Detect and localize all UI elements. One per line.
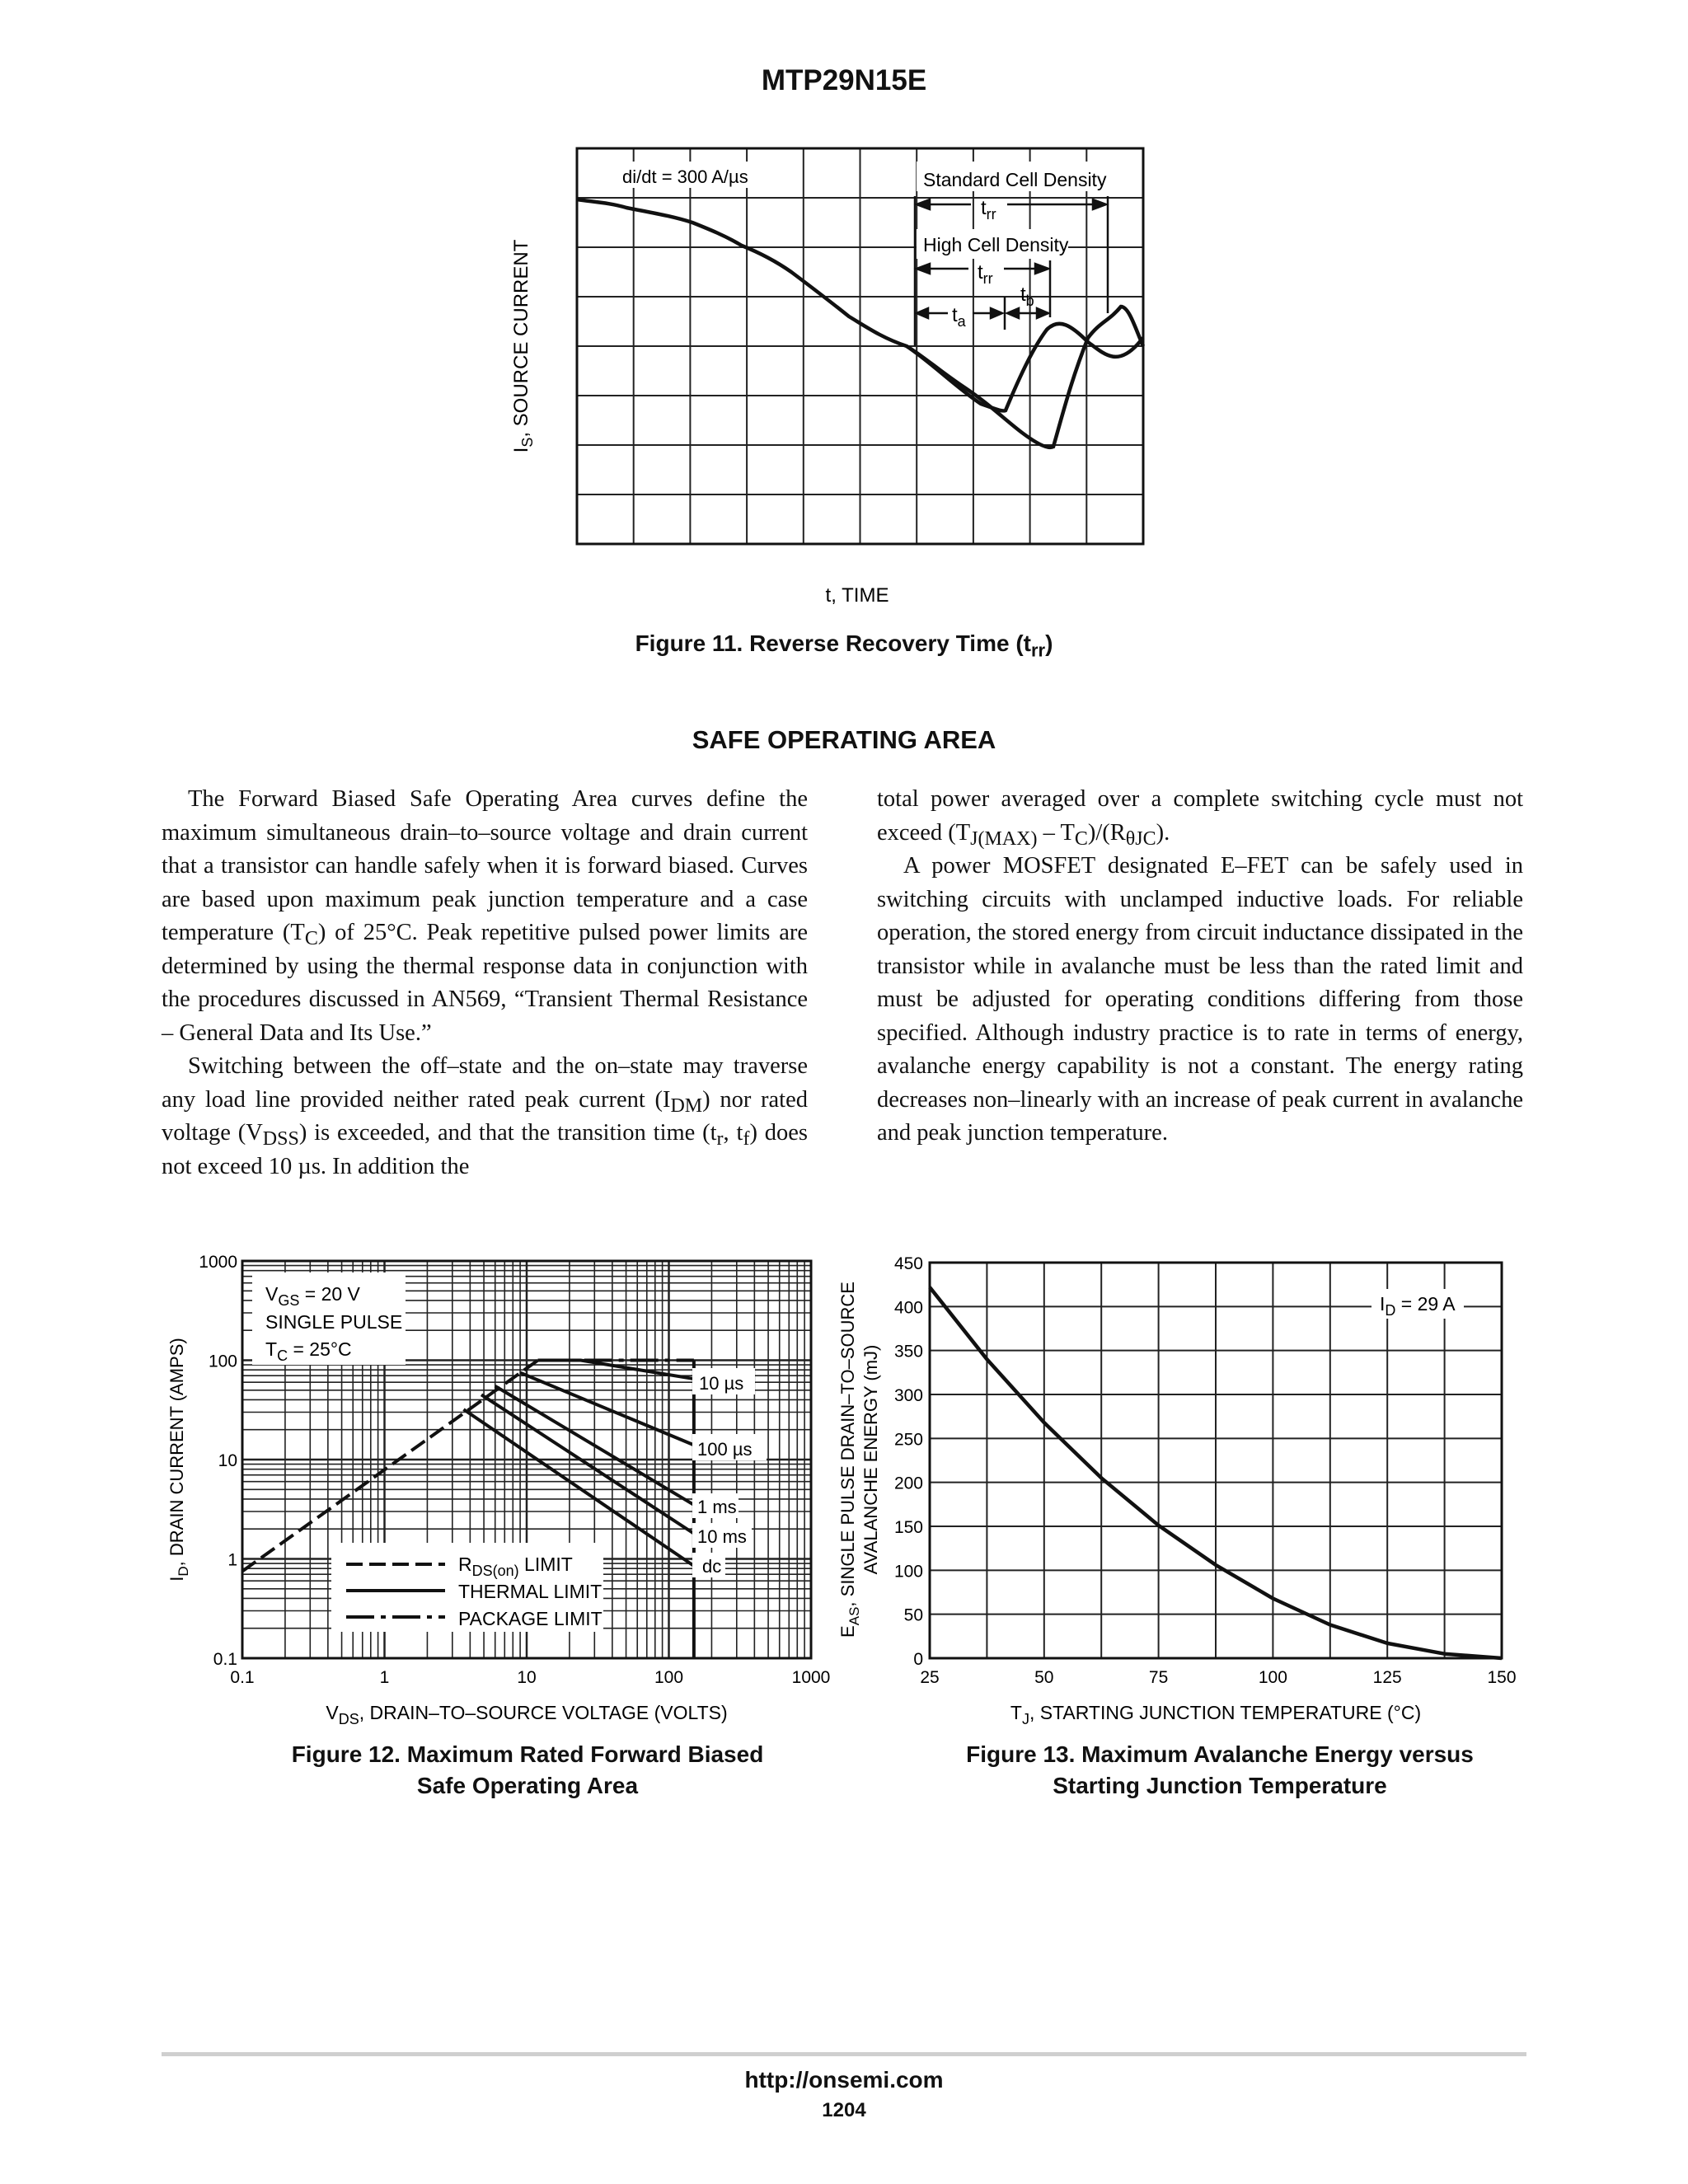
curve-label-10us: 10 µs <box>699 1373 744 1394</box>
figure11-caption: Figure 11. Reverse Recovery Time $(t_{rr})$ <box>635 630 1053 661</box>
curve-label-1ms: 1 ms <box>697 1497 737 1517</box>
y-tick-label: 200 <box>893 1474 923 1493</box>
x-tick-label: 125 <box>1372 1668 1402 1687</box>
legend-thermal: THERMAL LIMIT <box>458 1581 603 1602</box>
curve-label-dc: dc <box>702 1556 722 1577</box>
standard-cell-label: Standard Cell Density <box>923 169 1107 190</box>
x-tick-label: 0.1 <box>230 1668 255 1687</box>
x-tick-label: 1000 <box>791 1668 831 1687</box>
high-cell-label: High Cell Density <box>923 234 1069 255</box>
x-tick-label: 75 <box>1148 1668 1169 1687</box>
x-tick-label: 150 <box>1487 1668 1517 1687</box>
figure13-annotation: $I_D = 29$ A <box>1380 1293 1456 1319</box>
figure12-caption: Figure 12. Maximum Rated Forward Biased Safe Operating Area <box>291 1741 764 1798</box>
figure11-high-curve <box>907 324 1143 411</box>
figure11-ylabel: $I_S$, SOURCE CURRENT <box>510 239 536 453</box>
figure13-caption: Figure 13. Maximum Avalanche Energy versus Starting Junction Temperature <box>966 1741 1474 1798</box>
paragraph: total power averaged over a complete switching cycle must not exceed $(T_{J(MAX)} - T_C)/(R_{\theta JC})$. <box>877 786 1523 850</box>
figure11-xlabel: t, TIME <box>825 584 889 607</box>
y-tick-label: 50 <box>903 1605 923 1625</box>
svg-text:trr: $t_{rr}$ <box>978 261 993 287</box>
page-number: 1204 <box>822 2099 866 2121</box>
y-tick-label: 350 <box>893 1342 923 1361</box>
series-rds-on-limit <box>242 1361 538 1572</box>
condition-vgs: $V_{GS} = 20$ V <box>265 1283 360 1309</box>
section-heading: SAFE OPERATING AREA <box>692 725 996 754</box>
y-tick-label: 100 <box>893 1562 923 1582</box>
legend-rds: $R_{DS(on)}$ LIMIT <box>458 1554 573 1579</box>
y-tick-label: 450 <box>893 1254 923 1273</box>
condition-pulse: SINGLE PULSE <box>265 1311 403 1333</box>
figure11-chart <box>486 132 1170 626</box>
figure11-grid <box>577 148 1143 544</box>
x-tick-label: 10 <box>517 1668 537 1687</box>
x-tick-label: 100 <box>1258 1668 1287 1687</box>
x-tick-label: 100 <box>654 1668 684 1687</box>
svg-text:ta: $t_a$ <box>952 304 966 330</box>
didt-label: di/dt = 300 A/µs <box>622 166 748 187</box>
x-tick-label: 1 <box>379 1668 390 1687</box>
svg-text:tb: $t_b$ <box>1020 284 1034 309</box>
curve-label-10ms: 10 ms <box>697 1526 747 1547</box>
y-tick-label: 400 <box>893 1298 923 1318</box>
body-column-right <box>877 783 1523 1151</box>
y-tick-label: 100 <box>208 1352 237 1371</box>
y-tick-label: 1 <box>227 1550 237 1570</box>
y-tick-label: 0 <box>913 1650 923 1669</box>
body-column-left <box>162 783 808 1183</box>
condition-tc: $T_C = 25^\circ C$ <box>265 1338 352 1364</box>
page-title: MTP29N15E <box>761 64 927 96</box>
y-tick-label: 250 <box>893 1430 923 1450</box>
x-tick-label: 50 <box>1034 1668 1054 1687</box>
legend-package: PACKAGE LIMIT <box>458 1608 603 1629</box>
figure13-ylabel-line2: AVALANCHE ENERGY (mJ) <box>860 1344 881 1575</box>
y-tick-label: 0.1 <box>213 1650 237 1669</box>
curve-label-100us: 100 µs <box>697 1439 753 1460</box>
trr-standard-arrow <box>915 196 1108 346</box>
figure13-chart <box>832 1236 1541 1731</box>
figure13-grid <box>930 1263 1502 1658</box>
paragraph: Switching between the off–state and the on–state may traverse any load line provided neither rated peak current $(I_{DM})$ nor rated voltage $(V_{DSS})$ is exceeded, and that the transition time ($t_r$, $t_f$) does not exceed 10 µs. In addition the <box>162 1053 809 1179</box>
y-tick-label: 10 <box>218 1451 237 1470</box>
figure12-xlabel: $V_{DS}$, DRAIN–TO–SOURCE VOLTAGE (VOLTS) <box>326 1702 728 1727</box>
y-tick-label: 150 <box>893 1518 923 1537</box>
figure12-ylabel: $I_D$, DRAIN CURRENT (AMPS) <box>166 1338 191 1582</box>
footer-rule <box>162 2052 1526 2056</box>
footer-url: http://onsemi.com <box>744 2067 944 2093</box>
figure13-xlabel: $T_J$, STARTING JUNCTION TEMPERATURE (°C) <box>1010 1702 1422 1727</box>
y-tick-label: 1000 <box>199 1253 237 1272</box>
svg-text:trr: $t_{rr}$ <box>981 197 996 223</box>
figure12-chart <box>157 1236 841 1731</box>
paragraph: The Forward Biased Safe Operating Area curves define the maximum simultaneous drain–to–source voltage and drain current that a transistor can handle safely when it is forward biased. Curves are based upon maximum peak junction temperature and a case temperature $(T_C)$ of 25°C. Peak repetitive pulsed power limits are determined by using the thermal response data in conjunction with the procedures discussed in AN569, “Transient Thermal Resistance – General Data and Its Use.” <box>162 786 808 1046</box>
series-dc <box>463 1409 693 1566</box>
paragraph: A power MOSFET designated E–FET can be safely used in switching circuits with unclamped inductive loads. For reliable operation, the stored energy from circuit inductance dissipated in the transistor while in avalanche must be less than the rated limit and must be adjusted for operating conditions differing from those specified. Although industry practice is to rate in terms of energy, avalanche energy capability is not a constant. The energy rating decreases non–linearly with an increase of peak current in avalanche and peak junction temperature. <box>877 853 1523 1146</box>
y-tick-label: 300 <box>893 1386 923 1405</box>
figure13-ylabel-line1: $E_{AS}$, SINGLE PULSE DRAIN–TO–SOURCE <box>837 1282 862 1638</box>
x-tick-label: 25 <box>920 1668 940 1687</box>
